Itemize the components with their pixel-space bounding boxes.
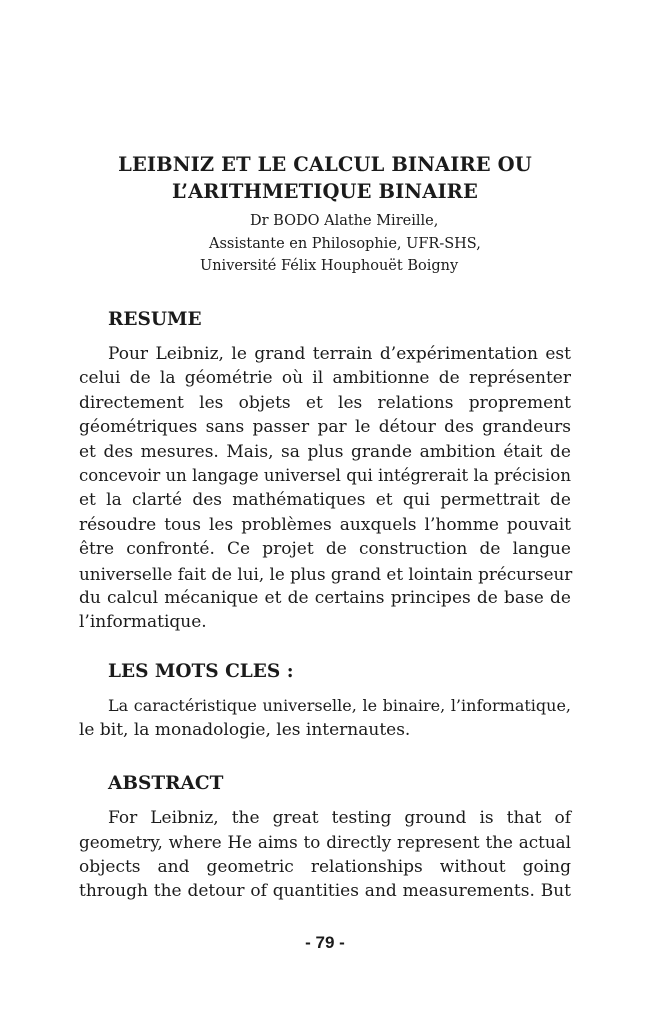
paragraph-line: l’informatique. [79,612,207,633]
paragraph-line: concevoir un langage universel qui intégrerait la précision [79,465,571,485]
paragraph-line: résoudre tous les problèmes auxquels l’homme pouvait [79,514,571,535]
paragraph-line: géométriques sans passer par le détour des grandeurs [79,417,571,438]
author-position: Assistante en Philosophie, UFR-SHS, [209,236,481,252]
paragraph-line: le bit, la monadologie, les internautes. [79,720,411,741]
paragraph-line: directement les objets et les relations proprement [79,392,571,413]
article-title [0,151,650,205]
keywords-heading: LES MOTS CLES : [108,661,294,682]
paragraph-line: universelle fait de lui, le plus grand et lointain précurseur [79,563,573,584]
paragraph-line: For Leibniz, the great testing ground is that of [108,808,571,828]
resume-heading: RESUME [108,309,202,330]
paragraph-line: objects and geometric relationships without going [79,856,571,877]
paragraph-line: geometry, where He aims to directly represent the actual [79,832,571,853]
abstract-paragraph [79,806,571,904]
author-institution: Université Félix Houphouët Boigny [200,258,459,274]
page-number: - 79 - [305,933,345,952]
paragraph-line: et la clarté des mathématiques et qui permettrait de [79,490,571,511]
author-name: Dr BODO Alathe Mireille, [250,213,439,229]
title-line-2: L’ARITHMETIQUE BINAIRE [172,180,478,203]
paragraph-line: celui de la géométrie où il ambitionne de représenter [79,368,571,389]
paragraph-line: et des mesures. Mais, sa plus grande ambition était de [79,441,571,462]
abstract-heading: ABSTRACT [108,773,224,794]
keywords-paragraph [79,694,571,743]
paragraph-line: La caractéristique universelle, le binaire, l’informatique, [108,696,571,715]
title-line-1: LEIBNIZ ET LE CALCUL BINAIRE OU [118,153,532,176]
paragraph-line: être confronté. Ce projet de construction de langue [79,539,571,560]
paragraph-line: Pour Leibniz, le grand terrain d’expérimentation est [108,344,571,364]
paragraph-line: du calcul mécanique et de certains principes de base de [79,587,571,608]
paragraph-line: through the detour of quantities and measurements. But [79,881,571,902]
resume-paragraph [79,342,571,635]
